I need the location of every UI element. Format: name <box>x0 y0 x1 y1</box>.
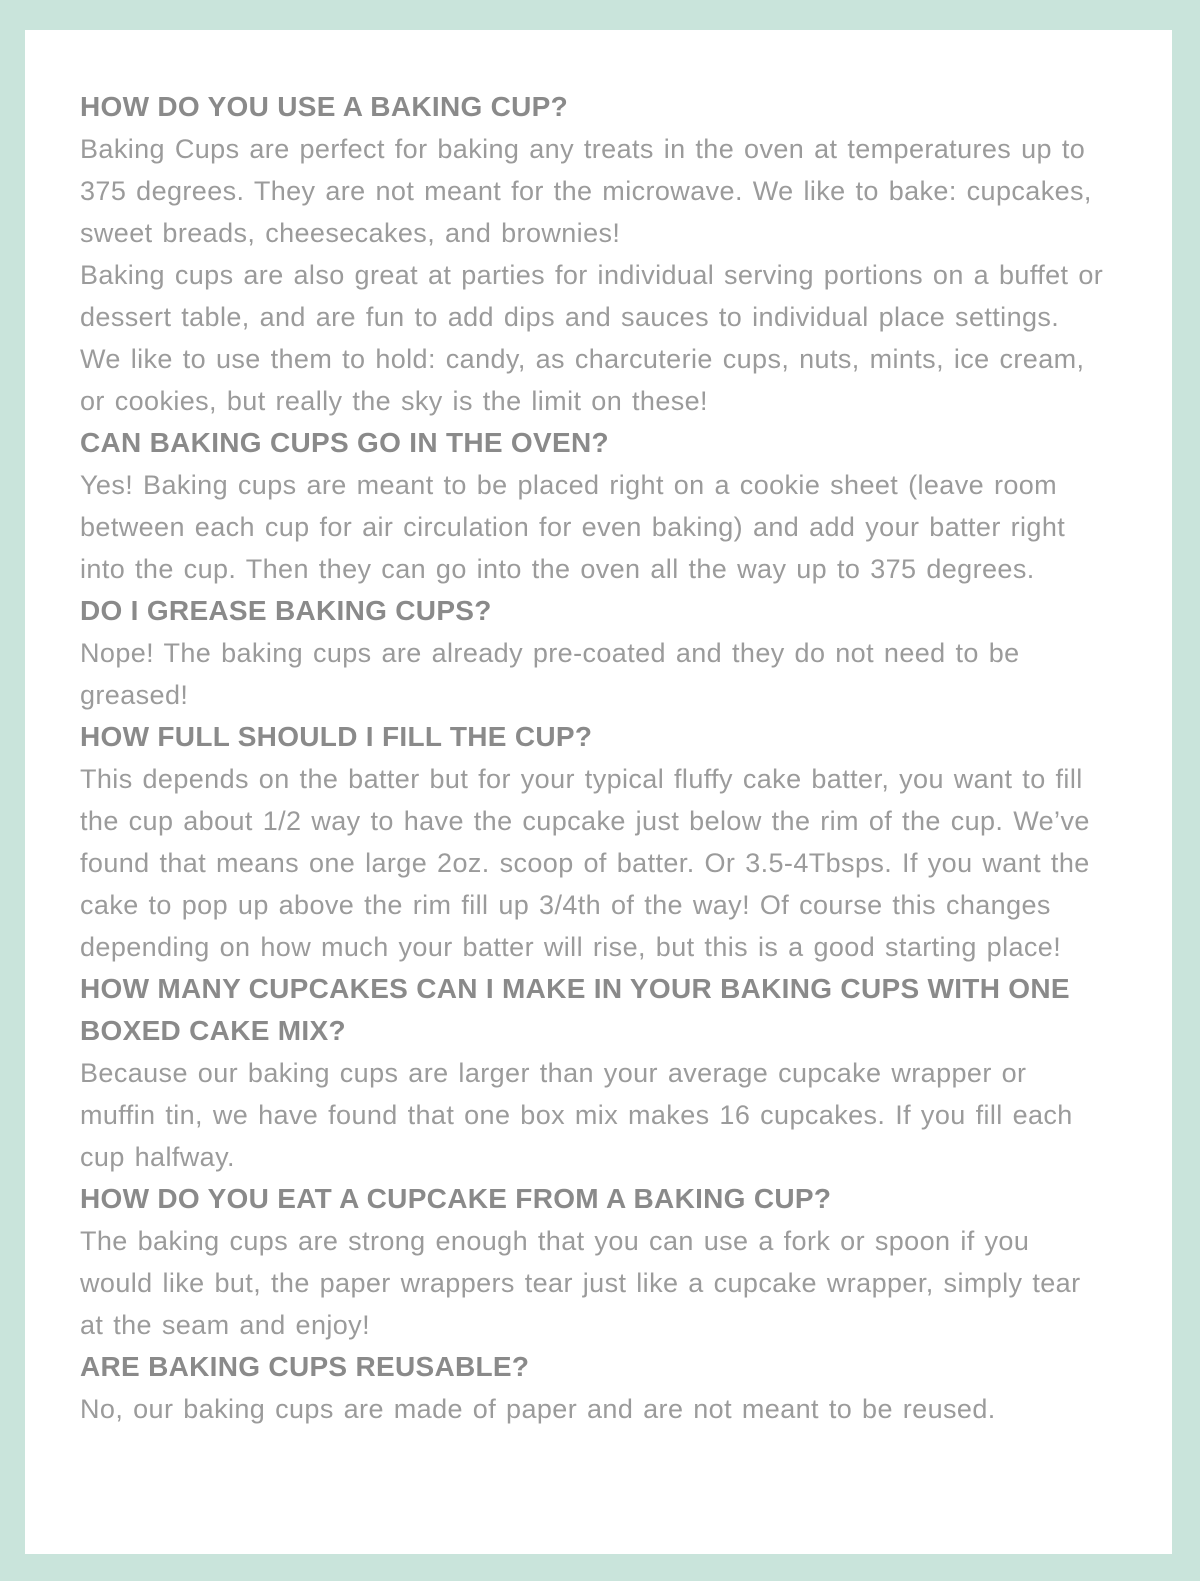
faq-item <box>80 422 1108 590</box>
faq-answer: Yes! Baking cups are meant to be placed right on a cookie sheet (leave room between each cup for air circulation for even baking) and add your batter right into the cup. Then they can go into the oven all the way up to 375 degrees. <box>80 470 1066 584</box>
faq-item <box>80 1178 1108 1346</box>
faq-question: CAN BAKING CUPS GO IN THE OVEN? <box>80 427 609 458</box>
faq-item <box>80 716 1108 968</box>
faq-answer: Nope! The baking cups are already pre-coated and they do not need to be greased! <box>80 638 1020 710</box>
faq-answer: This depends on the batter but for your typical fluffy cake batter, you want to fill the cup about 1/2 way to have the cupcake just below the rim of the cup. We’ve found that means one large 2oz. scoop of batter. Or 3.5-4Tbsps. If you want the cake to pop up above the rim fill up 3/4th of the way! Of course this changes depending on how much your batter will rise, but this is a good starting place! <box>80 764 1090 962</box>
faq-answer: Because our baking cups are larger than your average cupcake wrapper or muffin tin, we have found that one box mix makes 16 cupcakes. If you fill each cup halfway. <box>80 1058 1073 1172</box>
faq-answer: Baking Cups are perfect for baking any treats in the oven at temperatures up to 375 degrees. They are not meant for the microwave. We like to bake: cupcakes, sweet breads, cheesecakes, and brownies! <box>80 134 1092 248</box>
faq-question: HOW DO YOU EAT A CUPCAKE FROM A BAKING CUP? <box>80 1183 832 1214</box>
faq-list <box>80 86 1108 1430</box>
faq-item <box>80 590 1108 716</box>
faq-answer: No, our baking cups are made of paper and are not meant to be reused. <box>80 1394 996 1424</box>
faq-question: HOW FULL SHOULD I FILL THE CUP? <box>80 721 593 752</box>
faq-question: HOW MANY CUPCAKES CAN I MAKE IN YOUR BAKING CUPS WITH ONE BOXED CAKE MIX? <box>80 973 1070 1046</box>
faq-answer: The baking cups are strong enough that you can use a fork or spoon if you would like but, the paper wrappers tear just like a cupcake wrapper, simply tear at the seam and enjoy! <box>80 1226 1081 1340</box>
faq-answer: Baking cups are also great at parties for individual serving portions on a buffet or dessert table, and are fun to add dips and sauces to individual place settings. We like to use them to hold: candy, as charcuterie cups, nuts, mints, ice cream, or cookies, but really the sky is the limit on these! <box>80 260 1104 416</box>
faq-document <box>25 30 1172 1554</box>
faq-item <box>80 86 1108 422</box>
faq-question: ARE BAKING CUPS REUSABLE? <box>80 1351 530 1382</box>
faq-question: HOW DO YOU USE A BAKING CUP? <box>80 91 569 122</box>
faq-item <box>80 968 1108 1178</box>
faq-item <box>80 1346 1108 1430</box>
faq-question: DO I GREASE BAKING CUPS? <box>80 595 492 626</box>
